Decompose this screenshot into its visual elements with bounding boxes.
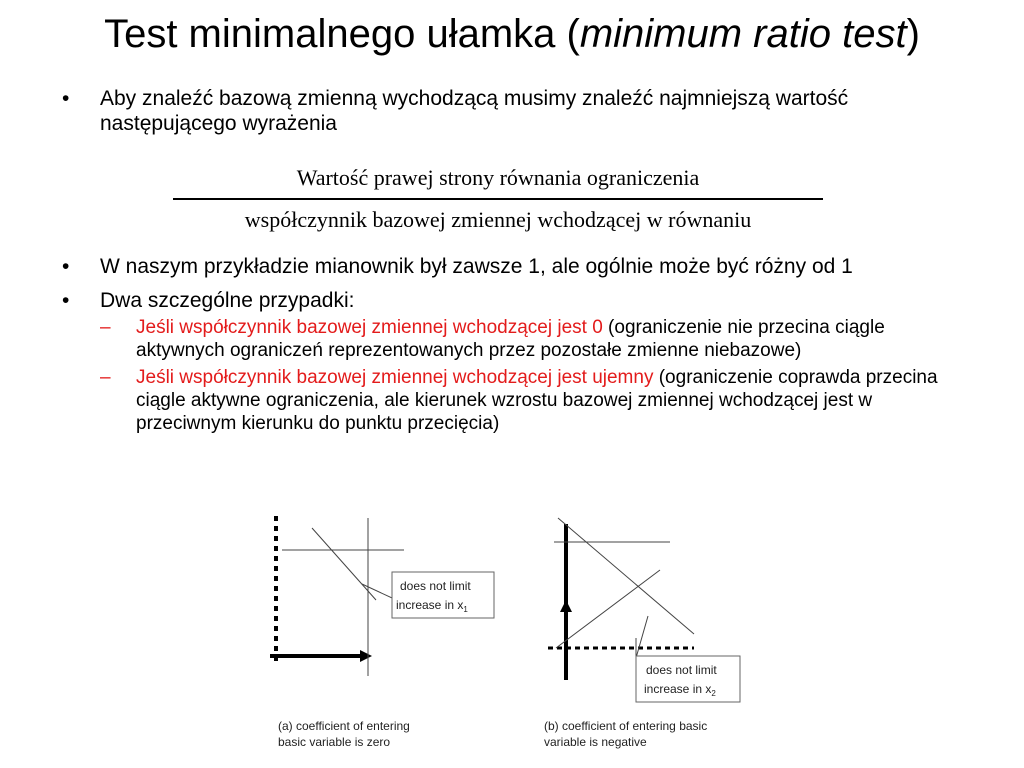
bullet-list [62,86,962,435]
title-close: ) [906,12,920,56]
caption-b: variable is negative [544,735,647,749]
formula-numerator: Wartość prawej strony równania ograniczenia [296,165,700,190]
caption-a: basic variable is zero [278,735,391,749]
formula-denominator: współczynnik bazowej zmiennej wchodzącej w równaniu [244,206,752,232]
bullet-dot-icon: • [62,289,70,312]
dash-icon: – [100,367,111,388]
constraint-line-rising [556,570,660,648]
panel-a [270,516,494,749]
callout-text-main: increase in x [396,598,464,612]
callout-subscript: 2 [711,689,716,698]
callout-pointer [636,616,648,658]
sub-bullet-text: (ograniczenie coprawda przecina ciągle aktywne ograniczenia, ale kierunek wzrostu bazowej zmiennej wchodzącej jest w przeciwnym kierunku do punktu przecięcia) [136,367,938,434]
caption-b: (b) coefficient of entering basic [544,719,708,733]
callout-subscript: 1 [463,605,468,614]
callout-text [396,598,468,614]
constraint-line-diagonal [312,528,376,600]
ratio-formula [173,160,823,238]
callout-pointer [362,578,392,598]
sub-bullet-text: (ograniczenie nie przecina ciągle aktywnych ograniczeń reprezentowanych przez pozostałe zmienne niebazowe) [136,317,885,361]
constraint-line-falling [558,518,694,634]
ratio-test-figure [262,508,752,764]
sub-bullet-item [100,316,962,362]
bullet-text: W naszym przykładzie mianownik był zawsze 1, ale ogólnie może być różny od 1 [100,255,853,278]
up-arrow-icon [560,600,572,612]
sub-bullet-item [100,366,962,435]
direction-arrow-icon [360,650,372,662]
dash-icon: – [100,317,111,338]
panel-b [544,518,740,749]
bullet-item [62,86,962,136]
bullet-item [62,254,962,279]
title-main: Test minimalnego ułamka ( [104,12,580,56]
bullet-item [62,288,962,435]
sub-bullet-list [100,316,962,435]
page-title [0,8,1024,60]
sub-bullet-highlight: Jeśli współczynnik bazowej zmiennej wchodzącej jest 0 [136,317,603,338]
sub-bullet-highlight: Jeśli współczynnik bazowej zmiennej wchodzącej jest ujemny [136,367,654,388]
caption-a: (a) coefficient of entering [278,719,410,733]
bullet-dot-icon: • [62,87,70,110]
title-italic: minimum ratio test [579,12,907,56]
bullet-text: Aby znaleźć bazową zmienną wychodzącą musimy znaleźć najmniejszą wartość następującego wyrażenia [100,87,849,135]
callout-text-main: increase in x [644,682,712,696]
callout-text: does not limit [400,579,471,593]
figure-svg [262,508,752,764]
bullet-text: Dwa szczególne przypadki: [100,289,355,312]
callout-text [644,682,716,698]
fraction-bar [173,198,823,200]
bullet-dot-icon: • [62,255,70,278]
callout-text: does not limit [646,663,717,677]
